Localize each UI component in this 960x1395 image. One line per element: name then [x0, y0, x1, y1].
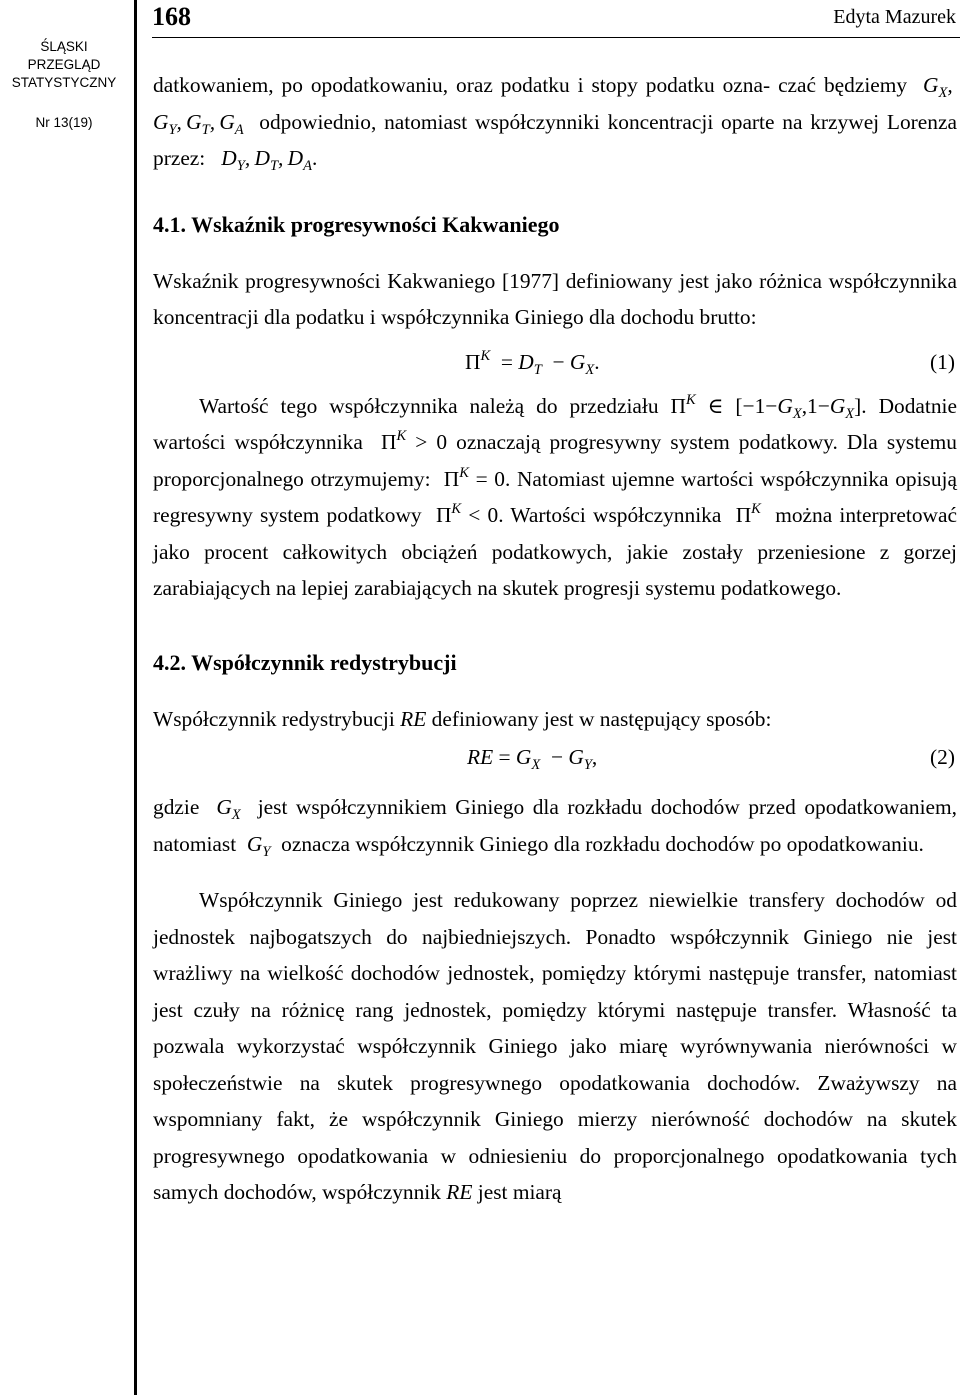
s2-re-symbol: RE	[400, 706, 427, 731]
p2-text-a: Wartość tego współczynnika należą do przedziału	[199, 393, 659, 418]
s2-p3-text-b: jest miarą	[477, 1180, 562, 1204]
math-concentration-list: $D_Y$, $D_T$, $D_A$	[210, 146, 312, 174]
equation-1	[153, 344, 957, 386]
s2-text-a: Współczynnik redystrybucji	[153, 706, 395, 731]
section-heading-4-1: 4.1. Wskaźnik progresywności Kakwaniego	[153, 211, 560, 237]
intro-text-2b: odpowiednio, natomiast współczynniki	[259, 109, 600, 134]
p2-text-f: można interpretować jako procent całkowitych obciążeń podatkowych, jakie zostały przeniesione z gorzej zarabiających na lepiej zarabiających na skutek progresji systemu podatkowego.	[153, 503, 957, 600]
s2-p3-re-symbol: RE	[446, 1180, 473, 1204]
math-gini-list: $G_X$, $G_Y$, $G_T$, $G_A$	[153, 73, 957, 138]
journal-sidebar	[0, 38, 128, 132]
section-heading-4-2: 4.2. Współczynnik redystrybucji	[153, 649, 457, 675]
journal-name-line1: ŚLĄSKI	[40, 39, 88, 54]
section-4-2-paragraph	[153, 701, 957, 738]
journal-issue: Nr 13(19)	[35, 115, 93, 130]
journal-name-line3: STATYSTYCZNY	[11, 75, 117, 90]
page-content	[153, 67, 957, 1211]
p2-text-d: . Natomiast ujemne wartości współczynnika opisują regresywny system podatkowy	[153, 466, 957, 527]
section-4-1-paragraph-2: Wartość tego współczynnika należą do przedziału $\Pi^K$ ∈ $[-1-G_X,1-G_X]$. Dodatnie wartości współczynnika $\Pi^K > 0$ oznaczają progresywny system podatkowy. Dla systemu proporcjonalnego otrzymujemy: $\Pi^K = 0$. Natomiast ujemne wartości współczynnika opisują regresywny system podatkowy $\Pi^K < 0$. Wartości współczynnika $\Pi^K$ można interpretować jako procent całkowitych obciążeń podatkowych, jakie zostały przeniesione z gorzej zarabiających na lepiej zarabiających na skutek progresji systemu podatkowego.	[153, 391, 957, 600]
running-head-author: Edyta Mazurek	[833, 6, 956, 28]
equation-1-number: (1)	[930, 349, 955, 374]
equation-1-expression: $\Pi^K = D_T - G_X$.	[465, 347, 600, 378]
page-number: 168	[152, 2, 191, 31]
intro-text-3a: koncentracji oparte na krzywej Lorenza przez:	[153, 109, 957, 170]
header-rule	[152, 37, 960, 38]
intro-paragraph: datkowaniem, po opodatkowaniu, oraz podatku i stopy podatku ozna- czać będziemy $G_X$, $G_Y$, $G_T$, $G_A$ odpowiednio, natomiast współczynniki koncentracji oparte na krzywej Lorenza przez: $D_Y$, $D_T$, $D_A$.	[153, 73, 957, 174]
s2-p2-text-a: gdzie	[153, 795, 200, 819]
s2-p2-text-b: jest współczynnikiem Giniego dla rozkładu dochodów przed opodatkowaniem, natomiast	[153, 795, 957, 856]
s2-text-b: definiowany jest w następujący sposób:	[431, 706, 772, 731]
equation-2	[153, 739, 957, 781]
equation-2-number: (2)	[930, 745, 955, 769]
sidebar-divider	[134, 0, 137, 1395]
s2-p2-text-c: oznacza współczynnik Giniego dla rozkładu dochodów po opodatkowaniu.	[281, 831, 924, 856]
p2-text-e: . Wartości współczynnika	[498, 503, 722, 527]
section-4-1-paragraph: Wskaźnik progresywności Kakwaniego [1977] definiowany jest jako różnica współczynnika koncentracji dla podatku i współczynnika Giniego dla dochodu brutto:	[153, 268, 957, 329]
p2-text-b: . Dodatnie wartości współczynnika	[153, 393, 957, 454]
intro-text-2a: czać będziemy	[778, 73, 908, 97]
section-4-2-paragraph-2: gdzie $G_X$ jest współczynnikiem Giniego dla rozkładu dochodów przed opodatkowaniem, natomiast $G_Y$ oznacza współczynnik Giniego dla rozkładu dochodów po opodatkowaniu.	[153, 795, 957, 860]
p2-text-c: oznaczają progresywny system podatkowy. Dla systemu proporcjonalnego otrzymujemy:	[153, 430, 957, 491]
equation-2-expression: RE = $G_X - G_Y$,	[467, 745, 598, 773]
journal-name-line2: PRZEGLĄD	[27, 57, 101, 72]
intro-text-1: datkowaniem, po opodatkowaniu, oraz podatku i stopy podatku ozna-	[153, 73, 771, 97]
s2-p3-text-a: Współczynnik Giniego jest redukowany poprzez niewielkie transfery dochodów od jednostek najbogatszych do najbiedniejszych. Ponadto współczynnik Giniego nie jest wrażliwy na wielkość dochodów jednostek, pomiędzy którymi następuje transfer, natomiast jest czuły na różnicę rang jednostek, pomiędzy którymi następuje transfer. Własność ta pozwala wykorzystać współczynnik Giniego jako miarę wyrównywania nierówności w społeczeństwie na skutek progresywnego opodatkowania dochodów. Zważywszy na wspomniany fakt, że współczynnik Giniego mierzy nierówność dochodów na skutek progresywnego opodatkowania w odniesieniu do proporcjonalnego opodatkowania tych samych dochodów, współczynnik	[153, 888, 957, 1204]
section-4-2-paragraph-3	[153, 882, 957, 1211]
